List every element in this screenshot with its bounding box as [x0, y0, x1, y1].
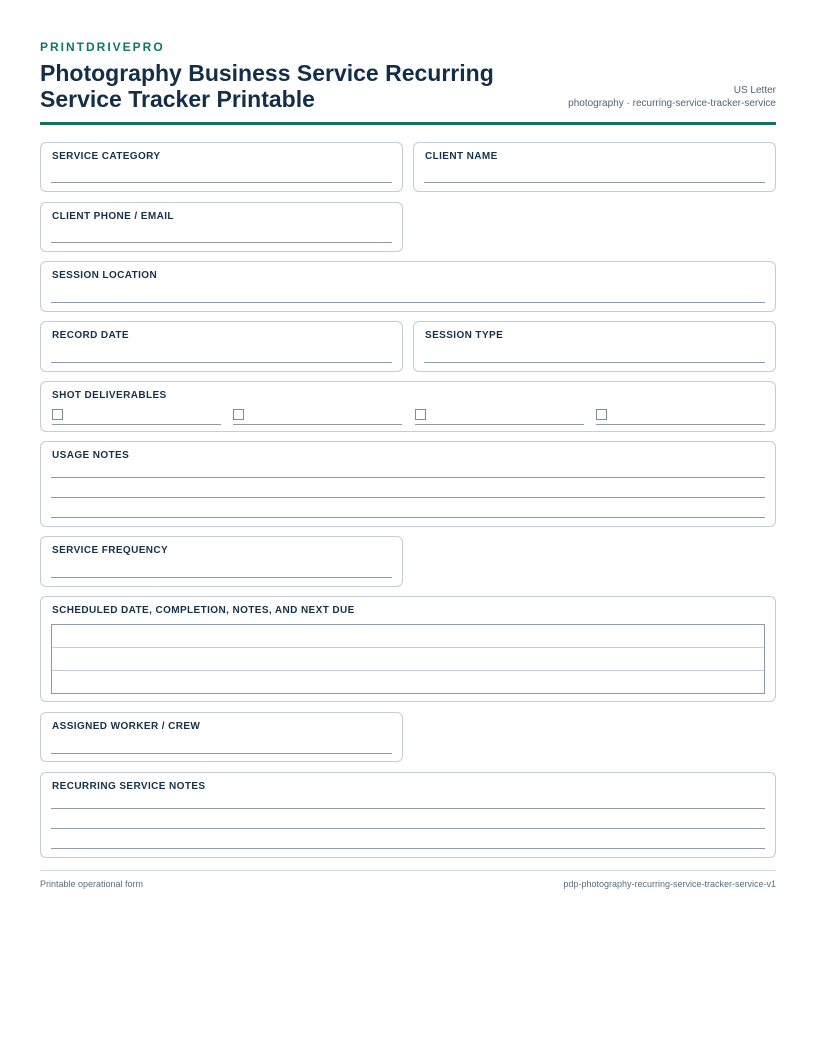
usage-notes-line[interactable] [51, 497, 765, 498]
session-type-line[interactable] [424, 362, 765, 363]
recurring-notes-label: RECURRING SERVICE NOTES [52, 781, 206, 792]
usage-notes-field[interactable] [40, 441, 776, 527]
footer-form-id: pdp-photography-recurring-service-tracker-service-v1 [563, 879, 776, 889]
service-category-label: SERVICE CATEGORY [52, 151, 161, 162]
service-frequency-field[interactable] [40, 536, 403, 587]
checkbox[interactable] [415, 409, 426, 420]
footer [40, 870, 776, 889]
usage-notes-line[interactable] [51, 477, 765, 478]
brand-name: PRINTDRIVEPRO [40, 40, 165, 54]
session-location-field[interactable] [40, 261, 776, 312]
session-location-line[interactable] [51, 302, 765, 303]
shot-deliverables-field [40, 381, 776, 432]
session-type-label: SESSION TYPE [425, 330, 504, 341]
record-date-line[interactable] [51, 362, 392, 363]
form-page [40, 40, 776, 125]
assigned-worker-line[interactable] [51, 753, 392, 754]
usage-notes-label: USAGE NOTES [52, 450, 130, 461]
session-type-field[interactable] [413, 321, 776, 372]
paper-size: US Letter [733, 85, 776, 96]
recurring-notes-line[interactable] [51, 848, 765, 849]
session-location-label: SESSION LOCATION [52, 270, 158, 281]
client-contact-line[interactable] [51, 242, 392, 243]
client-name-field[interactable] [413, 142, 776, 192]
record-date-label: RECORD DATE [52, 330, 129, 341]
checkbox[interactable] [233, 409, 244, 420]
client-name-label: CLIENT NAME [425, 151, 498, 162]
service-frequency-label: SERVICE FREQUENCY [52, 545, 169, 556]
client-contact-field[interactable] [40, 202, 403, 252]
service-frequency-line[interactable] [51, 577, 392, 578]
document-meta [568, 84, 776, 110]
schedule-table [51, 624, 765, 694]
assigned-worker-field[interactable] [40, 712, 403, 762]
recurring-notes-line[interactable] [51, 808, 765, 809]
checkbox[interactable] [52, 409, 63, 420]
recurring-notes-line[interactable] [51, 828, 765, 829]
client-name-line[interactable] [424, 182, 765, 183]
record-date-field[interactable] [40, 321, 403, 372]
recurring-notes-field[interactable] [40, 772, 776, 858]
document-slug: photography · recurring-service-tracker-service [568, 98, 776, 109]
deliverable-item[interactable] [233, 408, 402, 425]
header [40, 56, 776, 125]
checkbox[interactable] [596, 409, 607, 420]
table-row[interactable] [52, 671, 764, 694]
assigned-worker-label: ASSIGNED WORKER / CREW [52, 721, 201, 732]
usage-notes-line[interactable] [51, 517, 765, 518]
deliverable-item[interactable] [52, 408, 221, 425]
schedule-table-label: SCHEDULED DATE, COMPLETION, NOTES, AND NEXT DUE [52, 605, 355, 616]
table-row[interactable] [52, 648, 764, 671]
page-title: Photography Business Service Recurring Service Tracker Printable [40, 60, 494, 112]
schedule-table-field [40, 596, 776, 702]
deliverable-item[interactable] [596, 408, 765, 425]
table-row[interactable] [52, 625, 764, 648]
client-contact-label: CLIENT PHONE / EMAIL [52, 211, 174, 222]
footer-left-text: Printable operational form [40, 879, 144, 889]
shot-deliverables-label: SHOT DELIVERABLES [52, 390, 167, 401]
deliverable-item[interactable] [415, 408, 584, 425]
service-category-line[interactable] [51, 182, 392, 183]
service-category-field[interactable] [40, 142, 403, 192]
